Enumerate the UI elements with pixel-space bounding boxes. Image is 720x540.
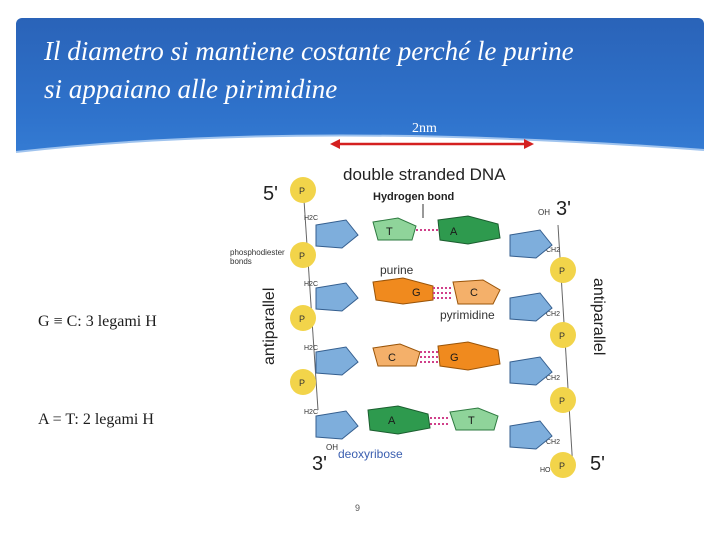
phosphodiester-label: phosphodiester: [230, 248, 285, 257]
five-prime-bottom: 5': [590, 453, 605, 475]
scale-label: 2nm: [412, 121, 437, 136]
oh-label-bottom: OH: [326, 443, 338, 452]
oh-label-top: OH: [538, 208, 550, 217]
ch2-label: CH2: [546, 311, 561, 318]
bonds-label: bonds: [230, 257, 252, 266]
antiparallel-right: antiparallel: [590, 278, 607, 356]
dna-figure: [228, 160, 648, 500]
h2c-label: H2C: [304, 215, 319, 222]
ch2-label: CH2: [546, 247, 561, 254]
ho-label: HO: [540, 467, 551, 474]
three-prime-top: 3': [556, 198, 571, 220]
deoxyribose-label: deoxyribose: [338, 447, 403, 461]
phosphorus-label: P: [559, 396, 566, 406]
base-letter: C: [388, 352, 396, 364]
hydrogen-bond-label: Hydrogen bond: [373, 191, 455, 203]
h2c-label: H2C: [304, 281, 319, 288]
pyrimidine-label: pyrimidine: [440, 308, 495, 322]
three-prime-bottom: 3': [312, 453, 327, 475]
base-letter: T: [468, 415, 475, 427]
figure-background: [228, 160, 648, 500]
slide-title: [44, 32, 694, 108]
title-line-1: Il diametro si mantiene costante perché le purine: [44, 36, 574, 66]
scale-arrow: [330, 136, 535, 156]
phosphorus-label: P: [559, 461, 566, 471]
phosphorus-label: P: [299, 186, 306, 196]
phosphorus-label: P: [559, 331, 566, 341]
base-letter: A: [450, 226, 458, 238]
at-bond-fact: A = T: 2 legami H: [38, 411, 154, 428]
phosphorus-label: P: [299, 314, 306, 324]
phosphorus-label: P: [559, 266, 566, 276]
base-letter: G: [450, 352, 459, 364]
base-letter: T: [386, 226, 393, 238]
purine-label: purine: [380, 263, 414, 277]
antiparallel-left: antiparallel: [261, 287, 278, 365]
ch2-label: CH2: [546, 375, 561, 382]
page-number: 9: [355, 503, 361, 513]
ch2-label: CH2: [546, 439, 561, 446]
base-letter: G: [412, 287, 421, 299]
h2c-label: H2C: [304, 409, 319, 416]
h2c-label: H2C: [304, 345, 319, 352]
gc-bond-fact: G ≡ C: 3 legami H: [38, 313, 157, 330]
base-letter: A: [388, 415, 396, 427]
phosphorus-label: P: [299, 378, 306, 388]
phosphorus-label: P: [299, 251, 306, 261]
title-line-2: si appaiano alle pirimidine: [44, 74, 338, 104]
five-prime-top: 5': [263, 183, 278, 205]
base-letter: C: [470, 287, 478, 299]
figure-heading: double stranded DNA: [343, 165, 506, 184]
